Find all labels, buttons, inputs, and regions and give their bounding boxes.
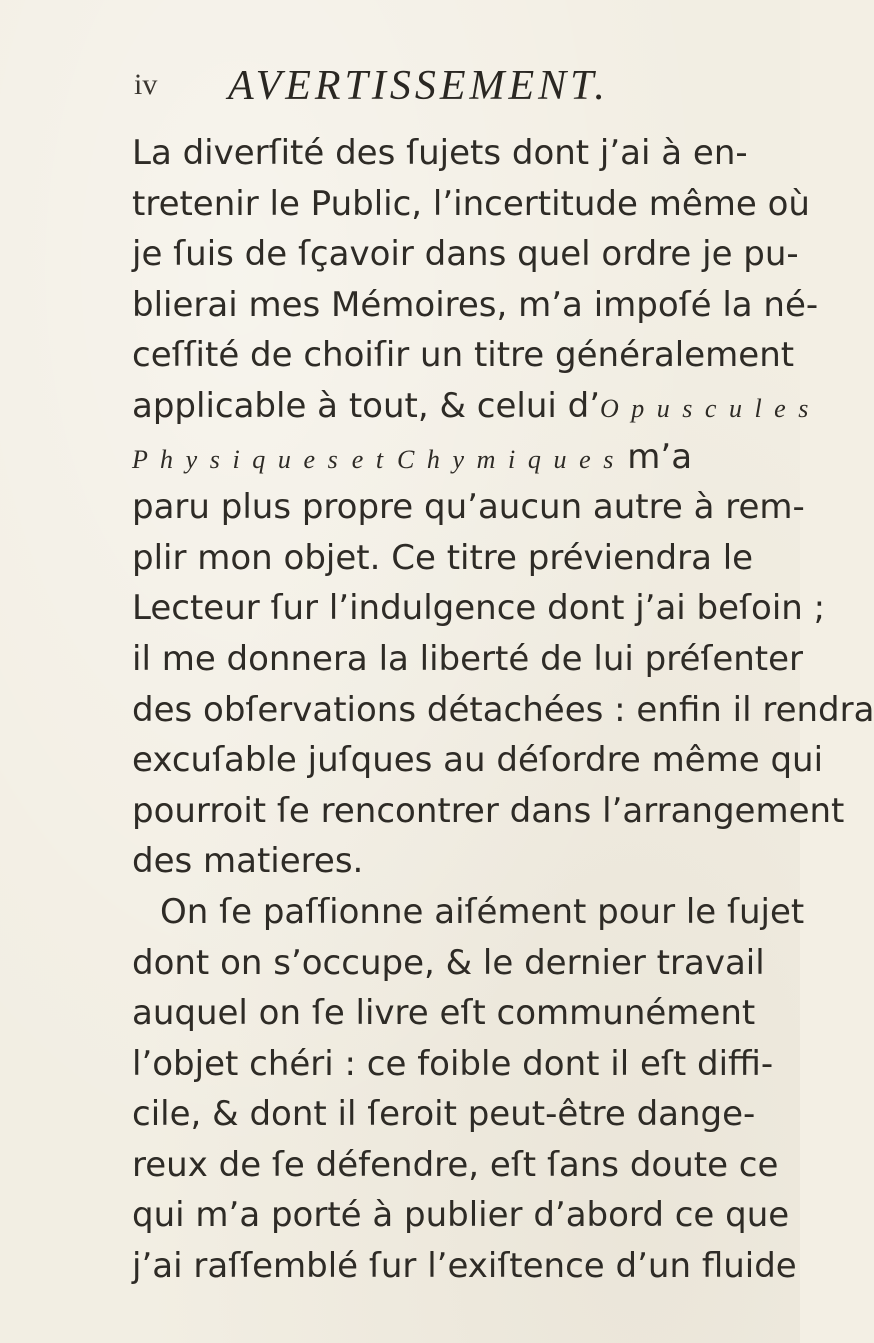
text-line: On ſe paſſionne aiſément pour le ſujet xyxy=(160,891,805,932)
text-fragment: m’a xyxy=(627,436,693,477)
title-word-physiques: P h y s i q u e s xyxy=(132,444,341,474)
title-word-chymiques: C h y m i q u e s xyxy=(396,444,617,474)
text-line: des matieres. xyxy=(132,841,364,882)
page-number: iv xyxy=(134,68,158,101)
text-line: plir mon objet. Ce titre préviendra le xyxy=(132,537,754,578)
page-header xyxy=(118,62,688,122)
text-line: il me donnera la liberté de lui préſenter xyxy=(132,638,804,679)
text-line: j’ai raſſemblé ſur l’exiſtence d’un fluide xyxy=(132,1246,797,1287)
text-line: dont on s’occupe, & le dernier travail xyxy=(132,942,765,983)
text-line: reux de ſe défendre, eſt ſans doute ce xyxy=(132,1144,779,1185)
text-line: l’objet chéri : ce foible dont il eſt diffi- xyxy=(132,1043,774,1084)
text-line: cile, & dont il ſeroit peut-être dange- xyxy=(132,1094,756,1135)
text-line: je ſuis de ſçavoir dans quel ordre je pu- xyxy=(132,234,799,275)
text-line: paru plus propre qu’aucun autre à rem- xyxy=(132,487,805,528)
text-line-with-title xyxy=(132,381,812,432)
text-line: qui m’a porté à publier d’abord ce que xyxy=(132,1195,790,1236)
text-line: excuſable juſques au déſordre même qui xyxy=(132,740,824,781)
running-title: AVERTISSEMENT. xyxy=(228,63,609,109)
text-line: Lecteur ſur l’indulgence dont j’ai beſoin ; xyxy=(132,588,826,629)
text-line: ceſſité de choiſir un titre généralement xyxy=(132,335,795,376)
title-word-et: e t xyxy=(351,444,387,474)
text-line-title xyxy=(132,432,692,483)
text-line: tretenir le Public, l’incertitude même où xyxy=(132,183,810,224)
text-line: des obſervations détachées : enfin il rendra xyxy=(132,689,874,730)
text-line: blierai mes Mémoires, m’a impoſé la né- xyxy=(132,284,819,325)
text-line: pourroit ſe rencontrer dans l’arrangement xyxy=(132,790,845,831)
text-line: auquel on ſe livre eſt communément xyxy=(132,993,756,1034)
text-line: La diverſité des ſujets dont j’ai à en- xyxy=(132,133,748,173)
text-fragment: applicable à tout, & celui d’ xyxy=(132,385,601,426)
body-text xyxy=(132,128,874,1292)
title-word-opuscules: O p u s c u l e s xyxy=(600,393,812,423)
